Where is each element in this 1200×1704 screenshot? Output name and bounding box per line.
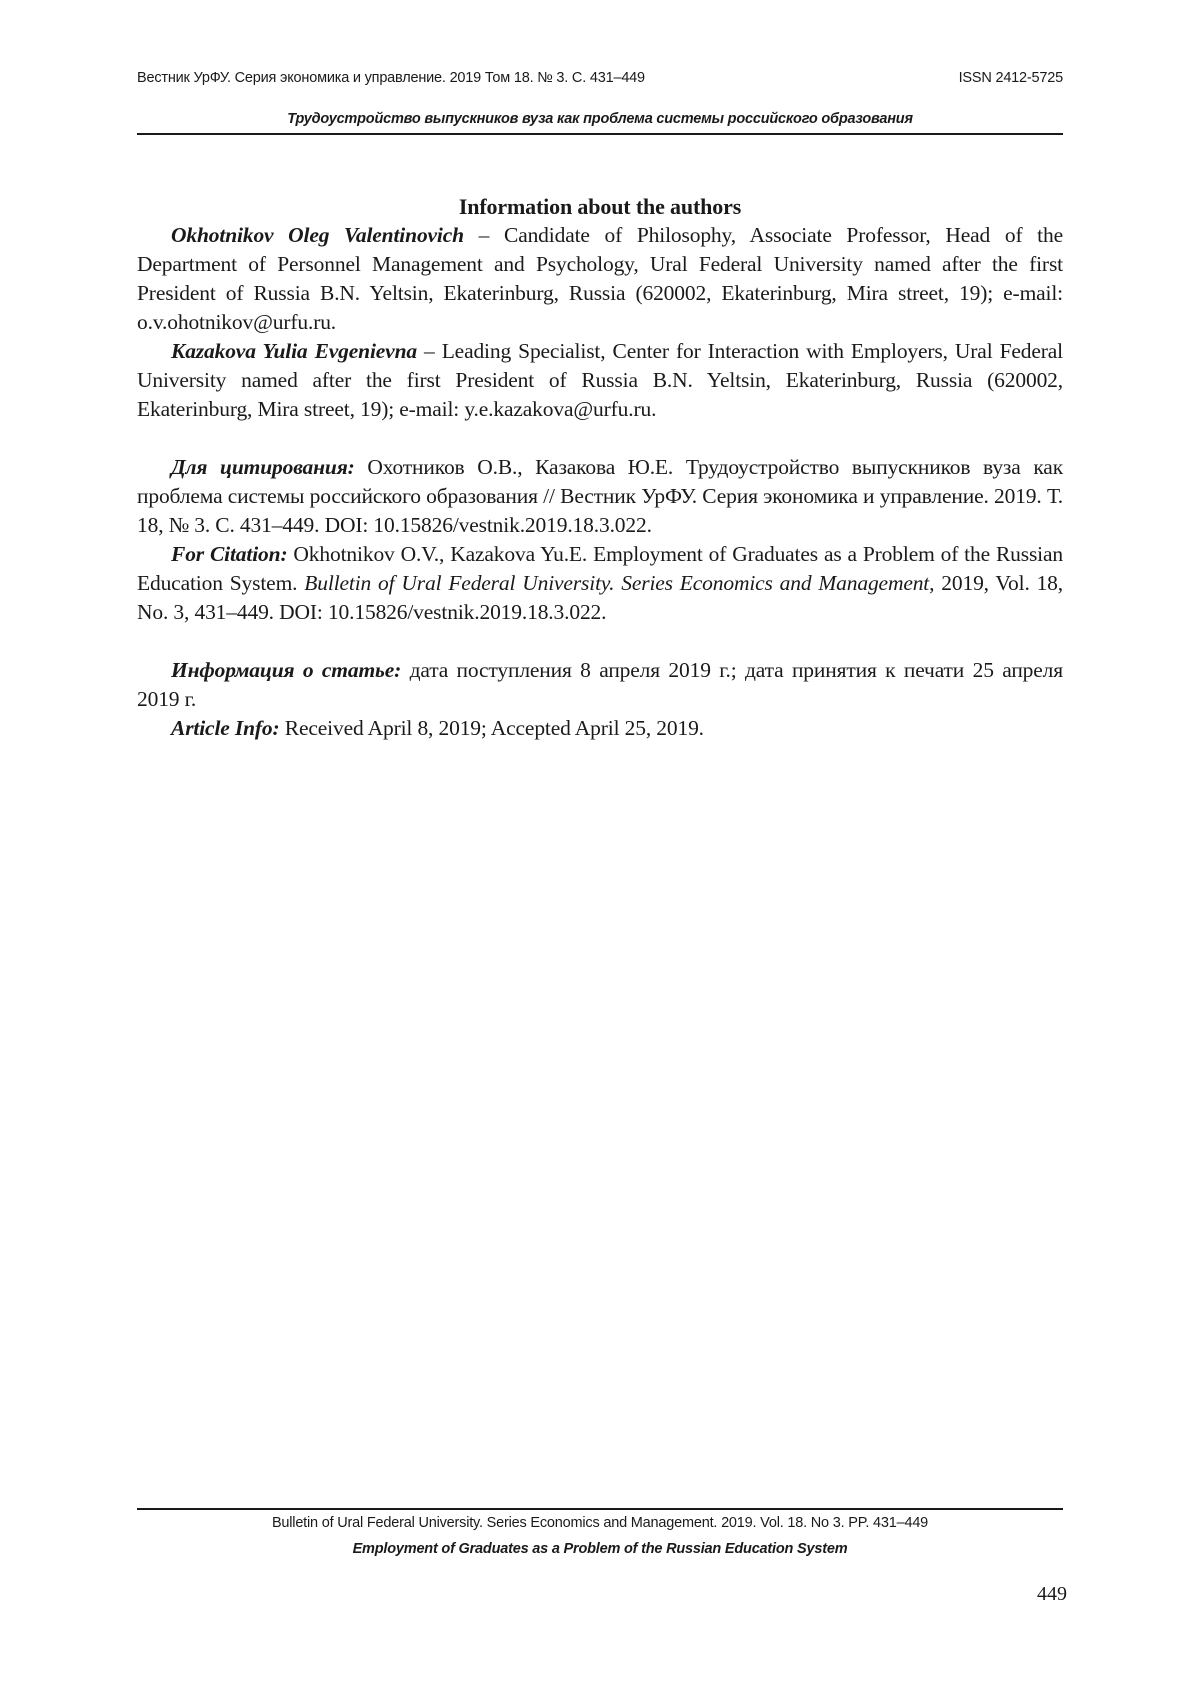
article-info-en-label: Article Info: (171, 716, 280, 740)
header-article-title: Трудоустройство выпускников вуза как проблема системы российского образования (287, 111, 913, 127)
page-number: 449 (1037, 1583, 1067, 1605)
author-name: Okhotnikov Oleg Valentinovich (171, 223, 464, 247)
citation-en-journal: Bulletin of Ural Federal University. Series Economics and Management, (304, 571, 935, 595)
author-name: Kazakova Yulia Evgenievna (171, 339, 417, 363)
citation-ru-label: Для цитирования: (171, 455, 355, 479)
article-info-en (137, 714, 1063, 743)
author-entry-1 (137, 221, 1063, 337)
running-header (137, 70, 1063, 86)
author-details: – Candidate of Philosophy, Associate Professor, Head of the Department of Personnel Management and Psychology, Ural Federal University named after the first President of Russia B.N. Yeltsin, Ekaterinburg, Russia (620002, Ekaterinburg, Mira street, 19); e-mail: o.v.ohotnikov@urfu.ru. (137, 223, 1063, 334)
article-info-ru-text: дата поступления 8 апреля 2019 г.; дата принятия к печати 25 апреля 2019 г. (137, 658, 1063, 711)
article-info-ru-label: Информация о статье: (171, 658, 402, 682)
footer-journal-info: Bulletin of Ural Federal University. Series Economics and Management. 2019. Vol. 18. No 3. PP. 431–449 (271, 1515, 929, 1531)
author-entry-2 (137, 337, 1063, 424)
page-content (137, 192, 1063, 743)
citation-en-tail: 2019, Vol. 18, No. 3, 431–449. DOI: 10.15826/vestnik.2019.18.3.022. (137, 571, 1063, 624)
article-info-ru (137, 656, 1063, 714)
footer-article-title: Employment of Graduates as a Problem of the Russian Education System (352, 1541, 848, 1557)
header-rule (137, 133, 1063, 135)
authors-heading: Information about the authors (458, 194, 742, 219)
citation-en-label: For Citation: (171, 542, 288, 566)
spacer (137, 424, 1063, 453)
citation-en (137, 540, 1063, 627)
author-details: – Leading Specialist, Center for Interaction with Employers, Ural Federal University named after the first President of Russia B.N. Yeltsin, Ekaterinburg, Russia (620002, Ekaterinburg, Mira street, 19); e-mail: y.e.kazakova@urfu.ru. (137, 339, 1063, 421)
header-journal-info: Вестник УрФУ. Серия экономика и управление. 2019 Том 18. № 3. С. 431–449 (137, 70, 645, 86)
citation-ru-text: Охотников О.В., Казакова Ю.Е. Трудоустройство выпускников вуза как проблема системы российского образования // Вестник УрФУ. Серия экономика и управление. 2019. Т. 18, № 3. С. 431–449. DOI: 10.15826/vestnik.2019.18.3.022. (137, 455, 1063, 537)
spacer (137, 627, 1063, 656)
article-info-en-text: Received April 8, 2019; Accepted April 25, 2019. (279, 716, 704, 740)
footer-rule (137, 1508, 1063, 1510)
citation-en-text: Okhotnikov O.V., Kazakova Yu.E. Employment of Graduates as a Problem of the Russian Education System. (137, 542, 1063, 595)
header-issn: ISSN 2412-5725 (958, 70, 1063, 86)
citation-ru (137, 453, 1063, 540)
